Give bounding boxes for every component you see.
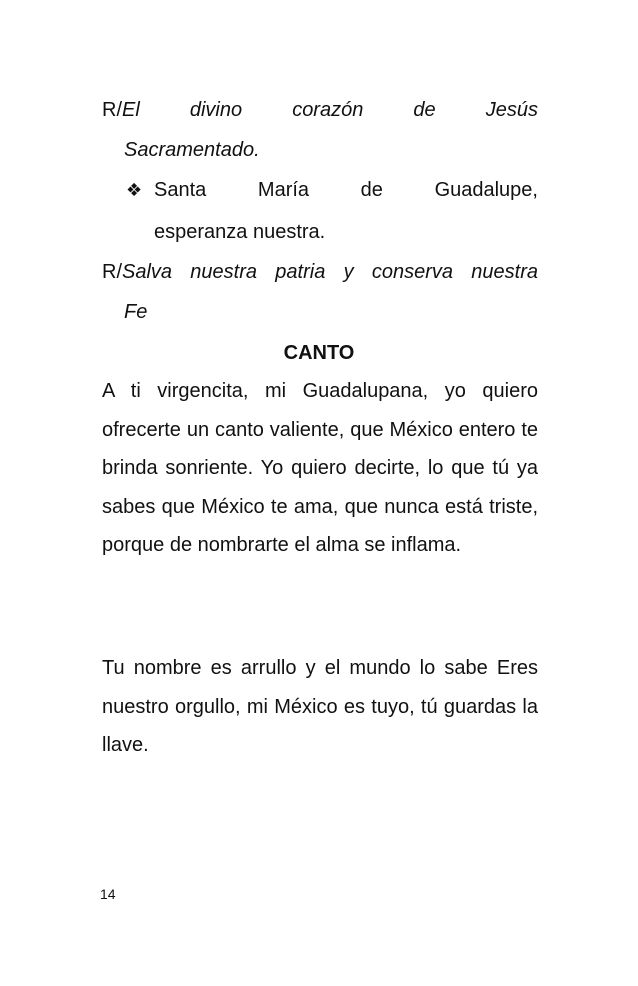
bullet-continuation: esperanza nuestra. bbox=[154, 221, 326, 243]
response-word: y bbox=[343, 261, 354, 283]
response-word: de bbox=[413, 99, 436, 121]
response-word: corazón bbox=[292, 99, 364, 121]
response-word-group bbox=[102, 98, 140, 122]
response-word: Salva bbox=[122, 261, 173, 283]
bullet-word: María bbox=[257, 179, 310, 201]
response-word: conserva bbox=[371, 261, 453, 283]
response-line-2 bbox=[102, 260, 538, 284]
song-paragraph-2: Tu nombre es arrullo y el mundo lo sabe Eres nuestro orgullo, mi México es tuyo, tú guardas la llave. bbox=[102, 657, 538, 756]
response-word-group bbox=[102, 260, 172, 284]
response-word: Jesús bbox=[485, 99, 538, 121]
bullet-word: Guadalupe, bbox=[434, 179, 538, 201]
response-word: nuestra bbox=[471, 261, 538, 283]
bullet-word: de bbox=[360, 179, 383, 201]
response-prefix: R/ bbox=[102, 261, 122, 283]
bullet-word-group bbox=[126, 178, 206, 203]
response-continuation-2: Fe bbox=[124, 301, 148, 323]
section-heading: CANTO bbox=[283, 342, 355, 364]
song-paragraph-1: A ti virgencita, mi Guadalupana, yo quiero ofrecerte un canto valiente, que México entero te brinda sonriente. Yo quiero decirte, lo que tú ya sabes que México te ama, que nunca está triste, porque de nombrarte el alma se inflama. bbox=[102, 380, 538, 556]
diamond-bullet-icon: ❖ bbox=[126, 180, 143, 201]
response-line-1 bbox=[102, 98, 538, 122]
response-word: divino bbox=[189, 99, 243, 121]
response-prefix: R/ bbox=[102, 99, 122, 121]
response-word: patria bbox=[275, 261, 326, 283]
response-continuation-1: Sacramentado. bbox=[124, 139, 260, 161]
bullet-word: Santa bbox=[154, 179, 207, 201]
response-word: El bbox=[122, 99, 140, 121]
response-word: nuestra bbox=[190, 261, 258, 283]
page-number: 14 bbox=[100, 886, 116, 902]
bullet-line bbox=[126, 178, 538, 203]
